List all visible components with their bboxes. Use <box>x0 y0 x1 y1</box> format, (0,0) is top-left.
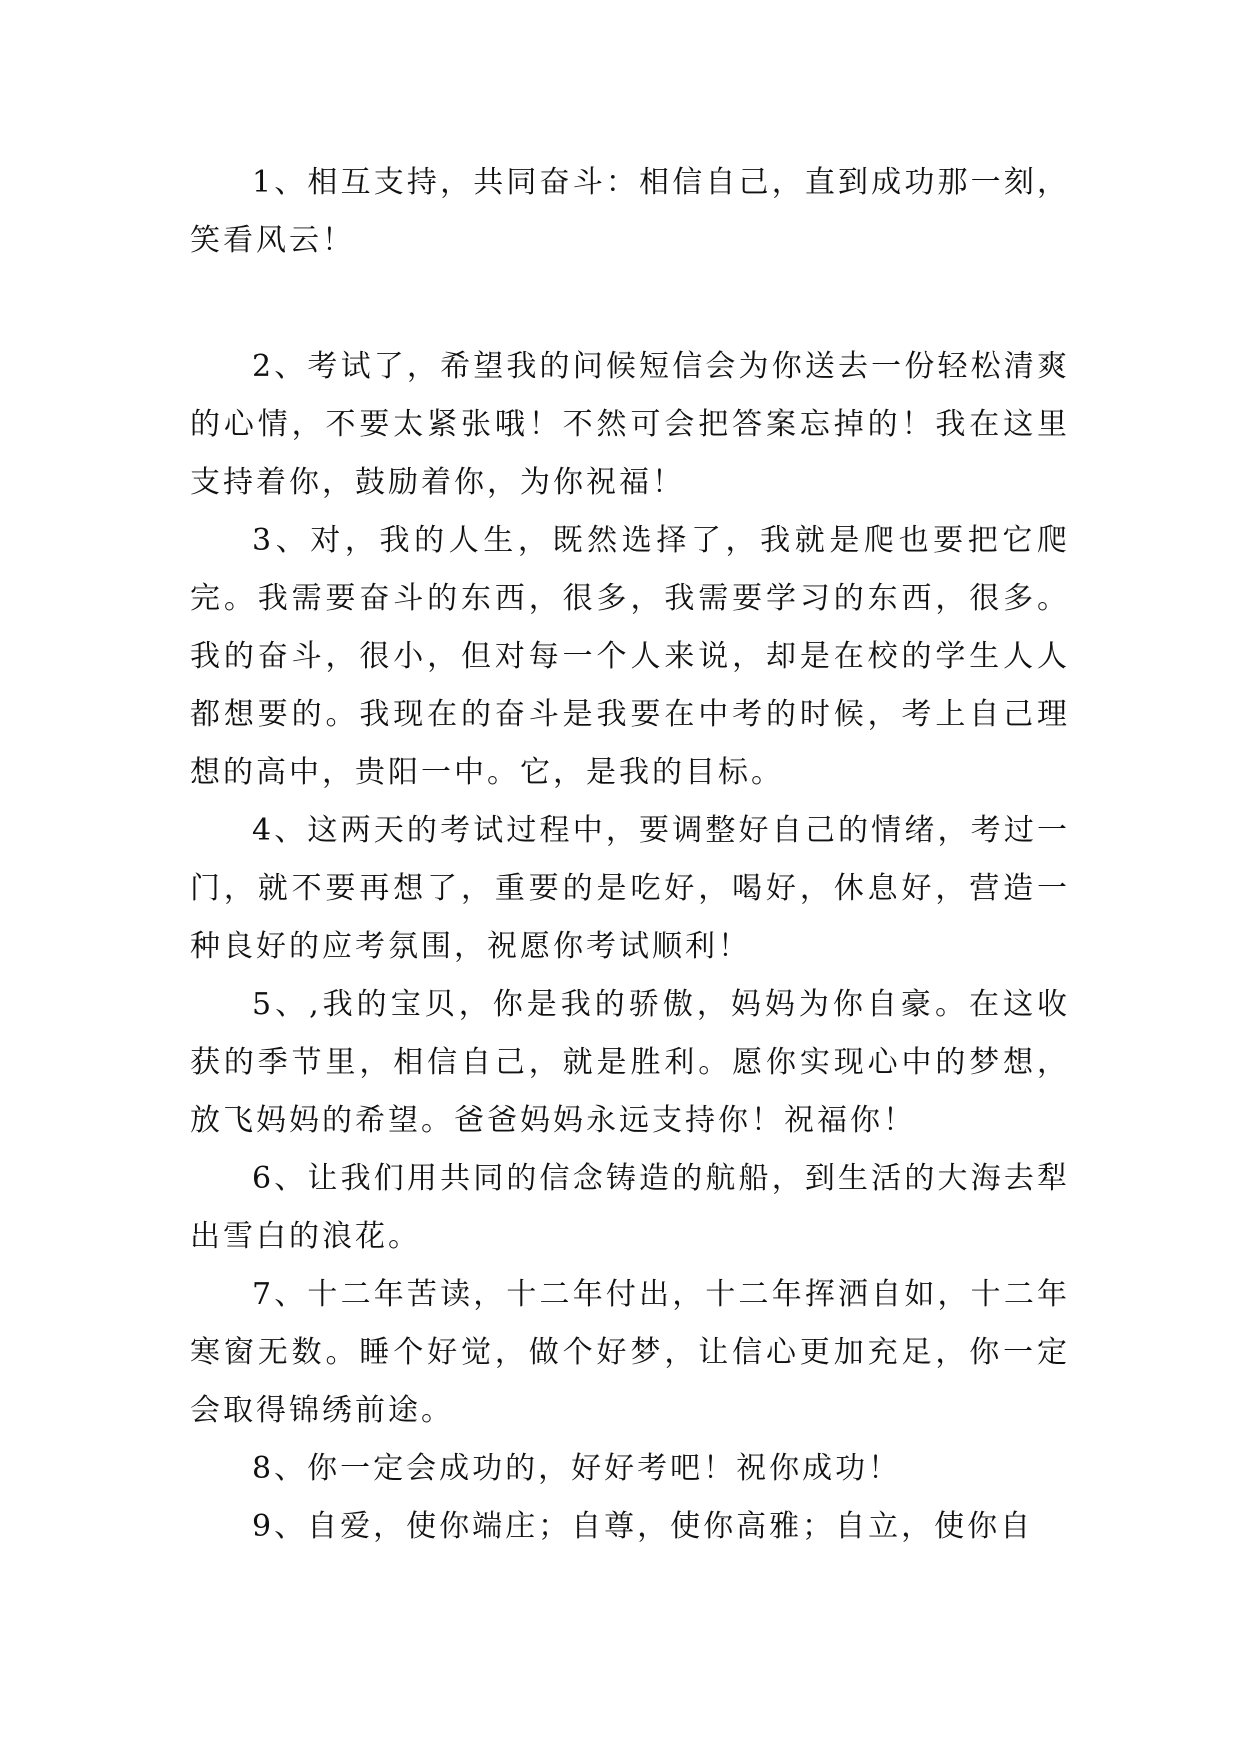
paragraph-8: 8、你一定会成功的，好好考吧！祝你成功！ <box>252 1451 902 1486</box>
paragraph-5: 5、,我的宝贝，你是我的骄傲，妈妈为你自豪。在这收获的季节里，相信自己，就是胜利。愿你实现心中的梦想，放飞妈妈的希望。爸爸妈妈永远支持你！祝福你！ <box>190 987 1070 1138</box>
paragraph-6: 6、让我们用共同的信念铸造的航船，到生活的大海去犁出雪白的浪花。 <box>190 1161 1070 1254</box>
paragraph-7: 7、十二年苦读，十二年付出，十二年挥洒自如，十二年寒窗无数。睡个好觉，做个好梦，让信心更加充足，你一定会取得锦绣前途。 <box>190 1277 1070 1428</box>
paragraph-3: 3、对，我的人生，既然选择了，我就是爬也要把它爬完。我需要奋斗的东西，很多，我需要学习的东西，很多。我的奋斗，很小，但对每一个人来说，却是在校的学生人人都想要的。我现在的奋斗是我要在中考的时候，考上自己理想的高中，贵阳一中。它，是我的目标。 <box>190 523 1070 790</box>
paragraph-1: 1、相互支持，共同奋斗：相信自己，直到成功那一刻，笑看风云！ <box>190 165 1070 258</box>
paragraph-4: 4、这两天的考试过程中，要调整好自己的情绪，考过一门，就不要再想了，重要的是吃好，喝好，休息好，营造一种良好的应考氛围，祝愿你考试顺利！ <box>190 813 1070 964</box>
paragraph-9: 9、自爱，使你端庄；自尊，使你高雅；自立，使你自 <box>252 1509 1034 1544</box>
paragraph-2: 2、考试了，希望我的问候短信会为你送去一份轻松清爽的心情，不要太紧张哦！不然可会把答案忘掉的！我在这里支持着你，鼓励着你，为你祝福！ <box>190 349 1070 500</box>
document-body <box>190 154 1070 1556</box>
